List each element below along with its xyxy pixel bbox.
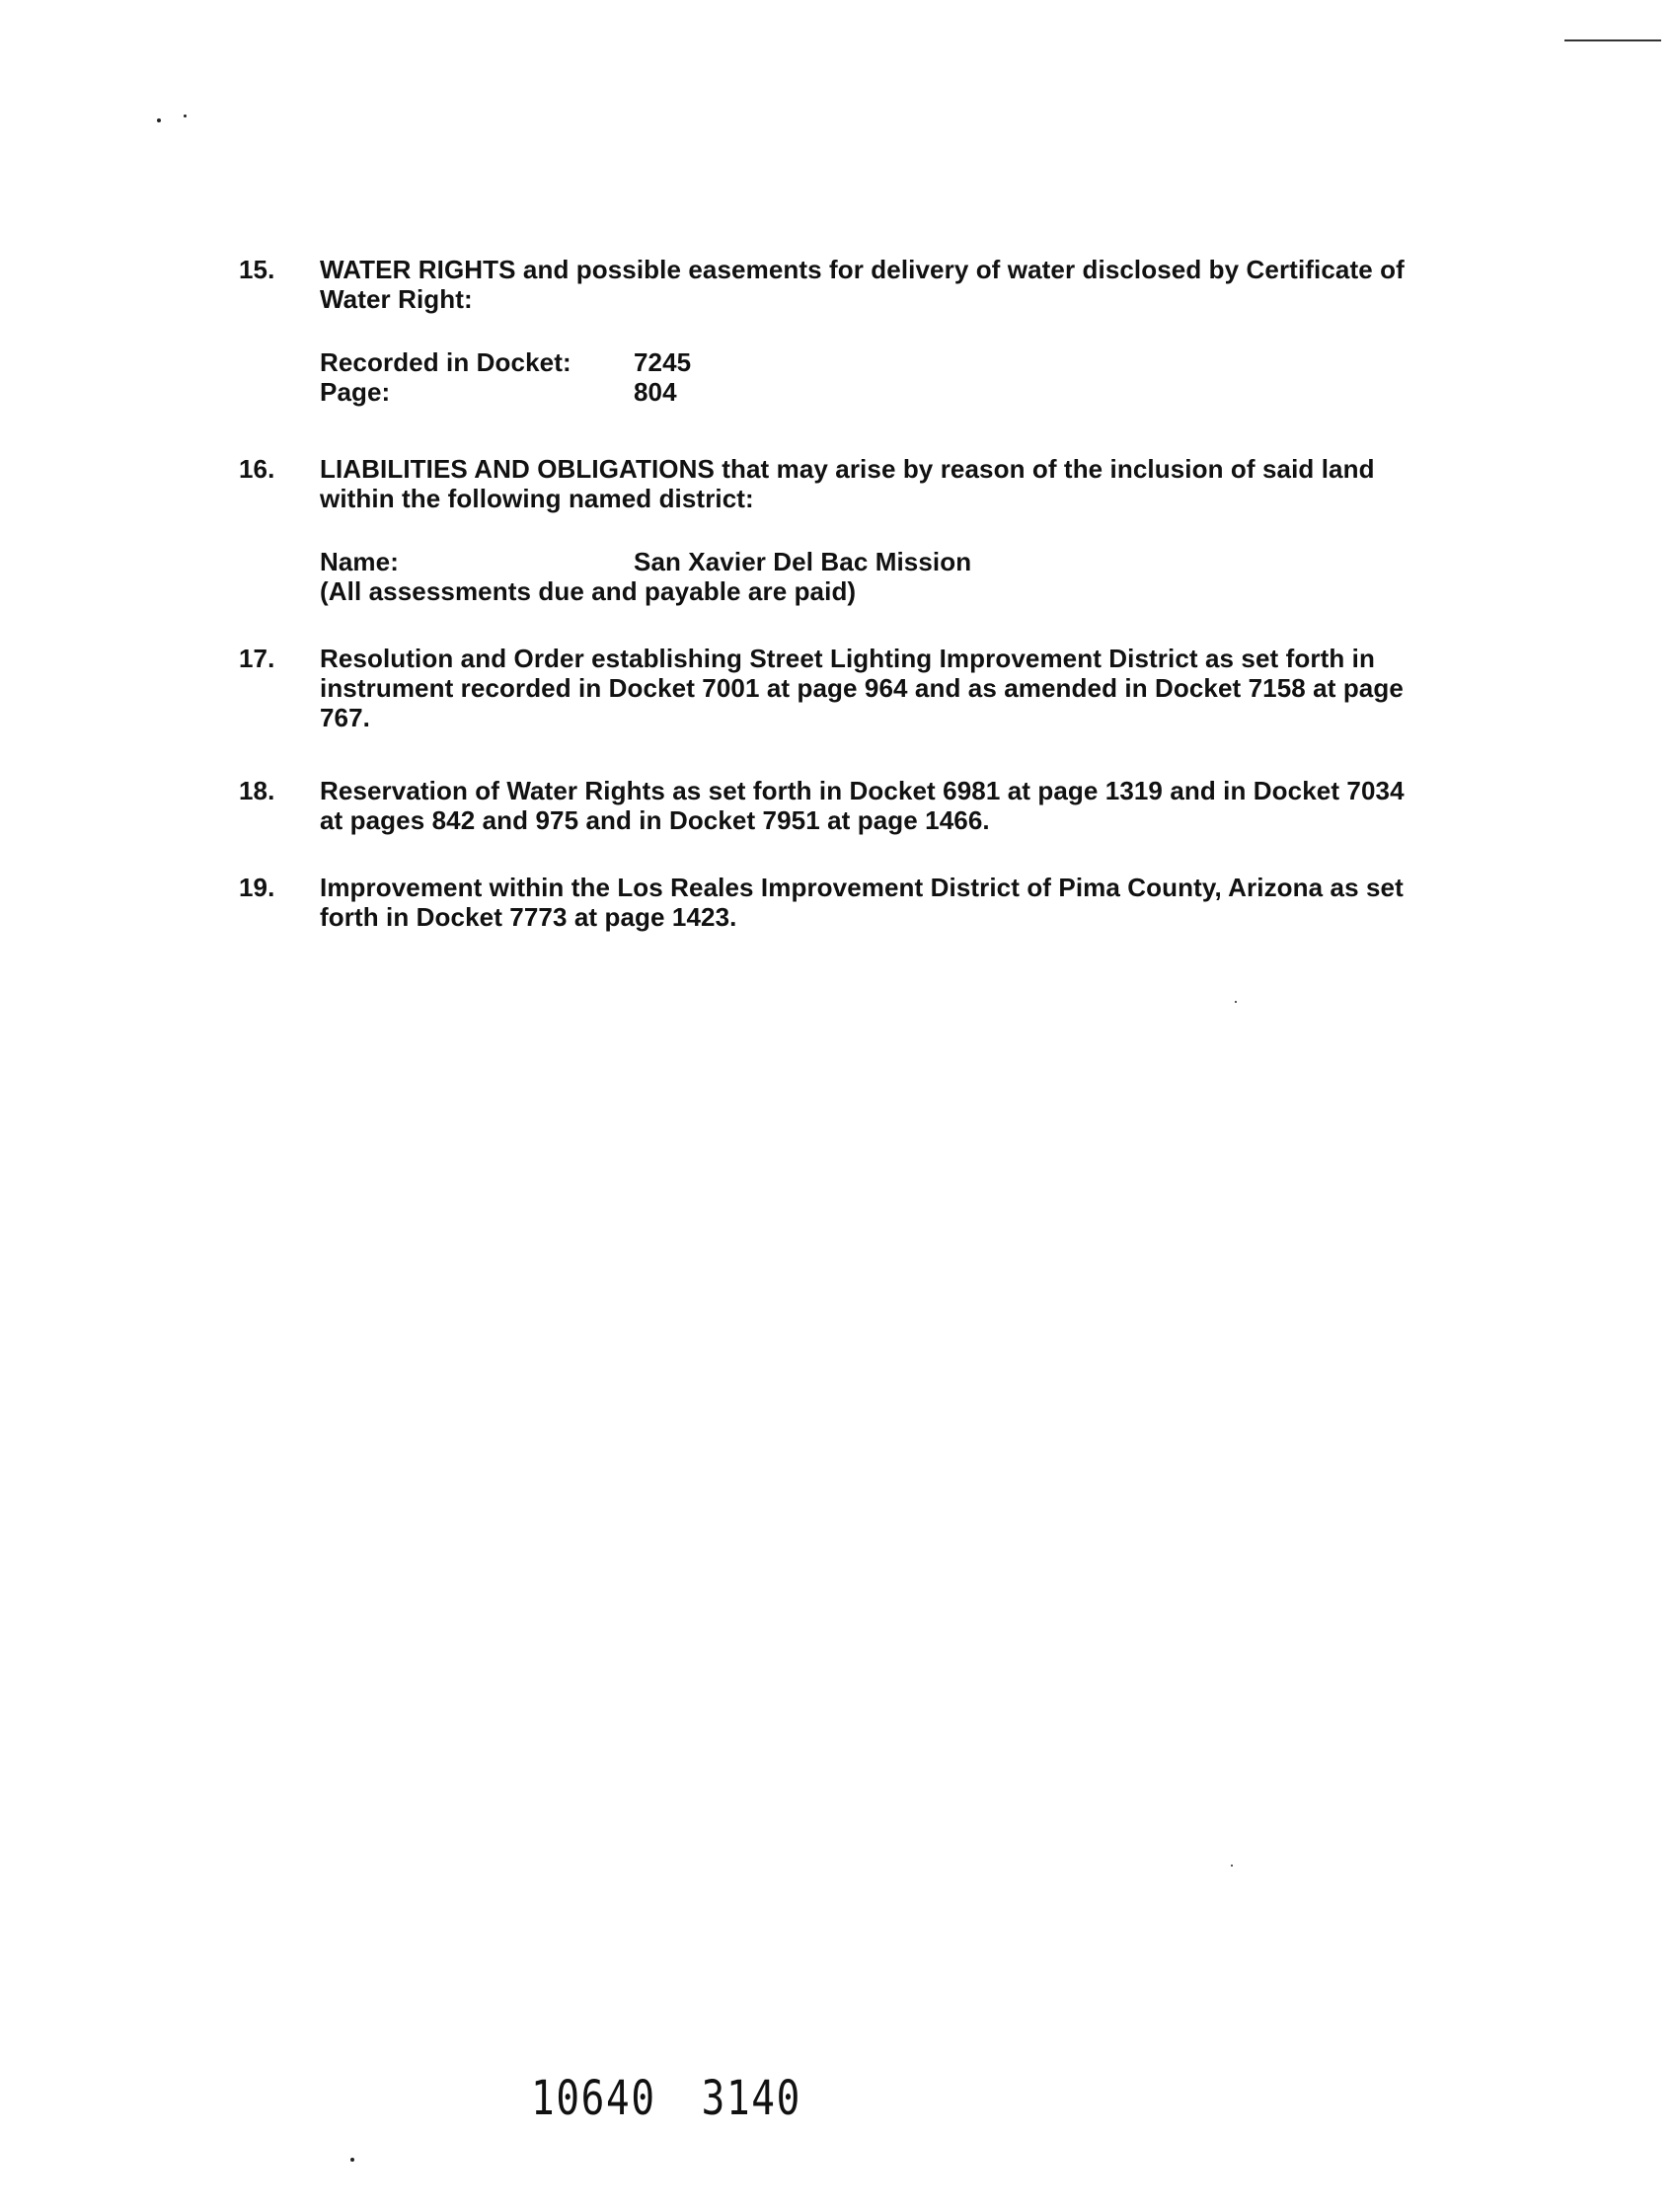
exception-item-19 [239, 873, 1413, 932]
item-number: 16. [239, 454, 275, 484]
item-number: 15. [239, 255, 275, 284]
field-value: San Xavier Del Bac Mission [634, 547, 972, 576]
item-number: 18. [239, 776, 275, 805]
scan-speck [157, 118, 161, 122]
exception-item-16 [239, 454, 1413, 606]
scan-speck [184, 114, 187, 117]
district-details [320, 547, 1413, 576]
field-value: 804 [634, 377, 677, 407]
page-number: 3140 [701, 2071, 801, 2126]
item-number: 19. [239, 873, 275, 902]
item-text: Reservation of Water Rights as set forth in Docket 6981 at page 1319 and in Docket 7034 at pages 842 and 975 and in Docket 7951 at page 1466. [320, 776, 1405, 835]
item-text: WATER RIGHTS and possible easements for delivery of water disclosed by Certificate of Water Right: [320, 255, 1405, 314]
item-number: 17. [239, 644, 275, 673]
item-text: Improvement within the Los Reales Improvement District of Pima County, Arizona as set forth in Docket 7773 at page 1423. [320, 873, 1404, 932]
field-label: Name: [320, 547, 399, 576]
field-label: Recorded in Docket: [320, 347, 571, 377]
field-label: Page: [320, 377, 391, 407]
scan-speck [1235, 1001, 1237, 1003]
scan-mark-line [1564, 39, 1661, 41]
item-text: Resolution and Order establishing Street Lighting Improvement District as set forth in instrument recorded in Docket 7001 at page 964 and as amended in Docket 7158 at page 767. [320, 644, 1404, 732]
docket-page-stamp [531, 2071, 801, 2126]
field-value: 7245 [634, 347, 692, 377]
scan-speck [1231, 1865, 1233, 1867]
exception-item-18 [239, 776, 1413, 835]
recording-details [320, 347, 1413, 407]
assessment-note: (All assessments due and payable are paid) [320, 576, 857, 606]
exception-item-17 [239, 644, 1413, 732]
scan-speck [350, 2158, 354, 2162]
exception-item-15 [239, 255, 1413, 407]
item-text: LIABILITIES AND OBLIGATIONS that may arise by reason of the inclusion of said land within the following named district: [320, 454, 1375, 513]
docket-number: 10640 [531, 2071, 656, 2126]
